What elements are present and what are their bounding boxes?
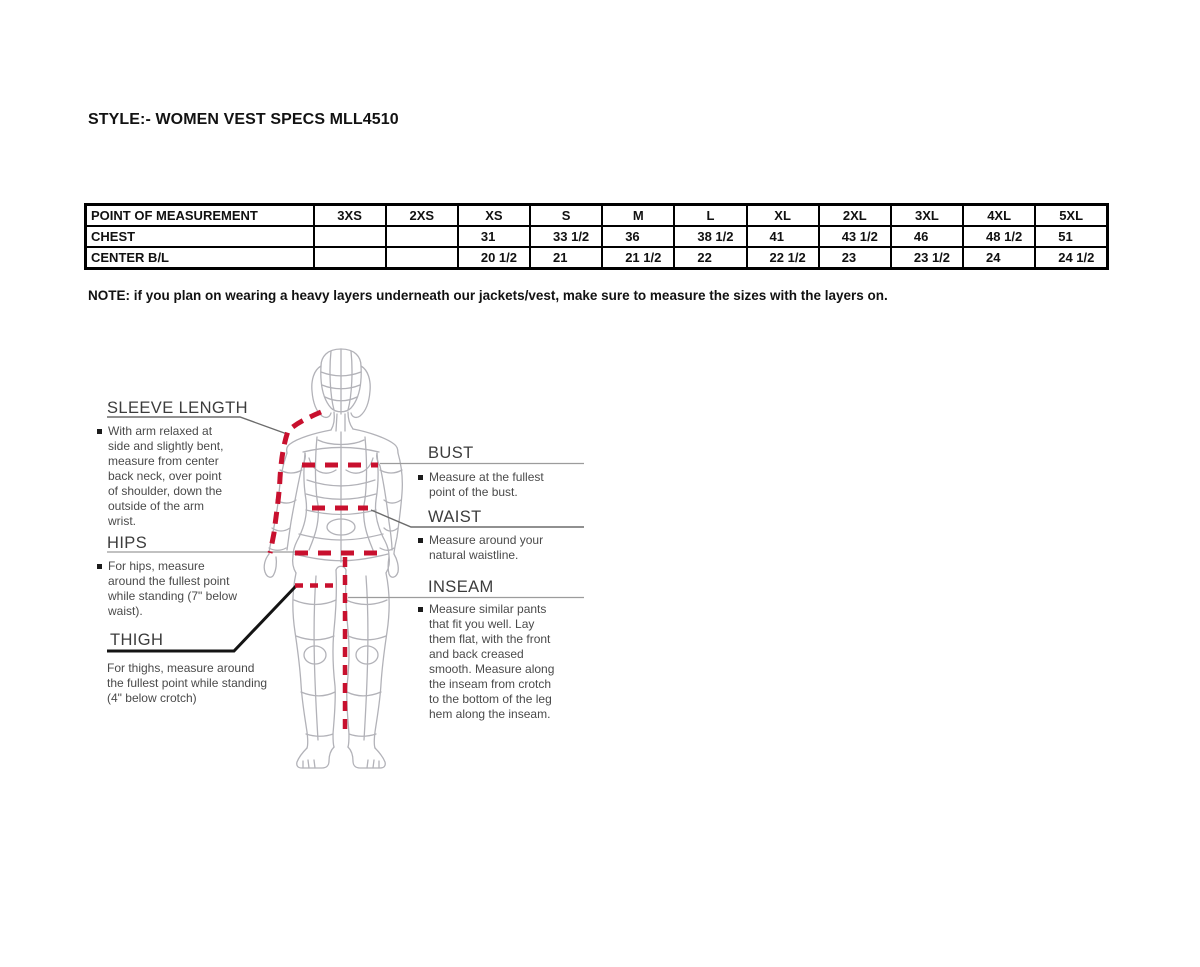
bullet-square-icon [97,564,102,569]
guide-desc-waist: Measure around your natural waistline. [418,533,558,563]
guide-desc-inseam: Measure similar pants that fit you well. Lay them flat, with the front and back creased smooth. Measure along the inseam from crotch to the bottom of the leg hem along the inseam. [418,602,564,722]
page-title: STYLE:- WOMEN VEST SPECS MLL4510 [88,111,399,128]
size-chart-header-row [86,205,1108,227]
bullet-square-icon [418,607,423,612]
column-header: XL [747,205,819,227]
measurement-lines [270,412,382,731]
column-header: 5XL [1035,205,1107,227]
size-value-cell: 21 1/2 [602,247,674,269]
size-chart-table [84,203,1109,270]
column-header: 4XL [963,205,1035,227]
size-value-cell: 24 [963,247,1035,269]
bullet-square-icon [418,475,423,480]
size-value-cell: 33 1/2 [530,226,602,247]
guide-heading-thigh: THIGH [110,631,164,649]
column-header: L [674,205,746,227]
guide-desc-sleeve-length: With arm relaxed at side and slightly bent, measure from center back neck, over point of shoulder, down the outside of the arm wrist. [97,424,231,529]
size-value-cell: 46 [891,226,963,247]
table-row [86,247,1108,269]
guide-desc-bust: Measure at the fullest point of the bust. [418,470,558,500]
size-value-cell: 31 [458,226,530,247]
table-row [86,226,1108,247]
guide-heading-inseam: INSEAM [428,578,494,596]
size-value-cell: 48 1/2 [963,226,1035,247]
size-value-cell [314,226,386,247]
row-label: CHEST [86,226,314,247]
guide-heading-bust: BUST [428,444,474,462]
column-header: M [602,205,674,227]
column-header: 2XL [819,205,891,227]
size-value-cell: 23 1/2 [891,247,963,269]
column-header: 2XS [386,205,458,227]
guide-desc-hips: For hips, measure around the fullest point while standing (7" below waist). [97,559,243,619]
size-value-cell: 23 [819,247,891,269]
size-value-cell: 22 1/2 [747,247,819,269]
column-header: S [530,205,602,227]
size-value-cell: 21 [530,247,602,269]
row-label: CENTER B/L [86,247,314,269]
size-value-cell: 20 1/2 [458,247,530,269]
size-value-cell: 43 1/2 [819,226,891,247]
column-header: 3XS [314,205,386,227]
size-value-cell [314,247,386,269]
size-value-cell: 24 1/2 [1035,247,1107,269]
guide-heading-sleeve-length: SLEEVE LENGTH [107,399,248,417]
size-value-cell [386,226,458,247]
bullet-square-icon [97,429,102,434]
column-header: POINT OF MEASUREMENT [86,205,314,227]
bullet-square-icon [418,538,423,543]
size-value-cell: 41 [747,226,819,247]
figure-wireframe [264,349,402,768]
note-text: NOTE: if you plan on wearing a heavy layers underneath our jackets/vest, make sure to measure the sizes with the layers on. [88,288,888,303]
size-value-cell: 36 [602,226,674,247]
guide-heading-waist: WAIST [428,508,482,526]
guide-desc-thigh: For thighs, measure around the fullest point while standing (4" below crotch) [107,661,268,705]
size-value-cell [386,247,458,269]
guide-heading-hips: HIPS [107,534,148,552]
size-value-cell: 38 1/2 [674,226,746,247]
size-value-cell: 22 [674,247,746,269]
column-header: XS [458,205,530,227]
size-value-cell: 51 [1035,226,1107,247]
column-header: 3XL [891,205,963,227]
